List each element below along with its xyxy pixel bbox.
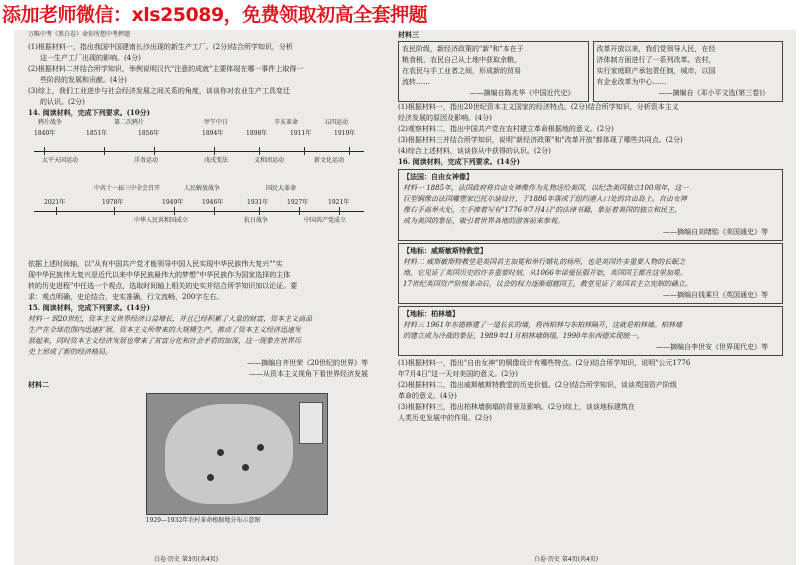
timeline-label: 辛亥革命 (274, 119, 299, 126)
section-tag: 【法国：自由女神像】 (403, 172, 473, 181)
q15-material1: 生产在全球范围内迅速扩展。资本主义所带来的大规模生产，推动了资本主义经济迅速发 (28, 326, 301, 334)
timeline-tick (44, 147, 45, 155)
q16-question: 革命的意义。(4分) (398, 392, 457, 400)
timeline-tick (174, 207, 175, 215)
source-line: ——摘编自刘绪贻《美国通史》等 (663, 228, 768, 236)
q15-material1: 材料一 到20世纪，资本主义世界经济日益增长，并且已经积累了大量的财富，资本主义商品 (28, 315, 313, 323)
q14-text: 现中华民族伟大复兴是近代以来中华民族最伟大的梦想"中华民族作为国家选择的主体 (28, 271, 291, 279)
timeline-year: 2021年 (44, 199, 66, 206)
material-box (398, 306, 783, 356)
q14-text: 转的历史进程"中任选一个观点，选取时间轴上相关的史实并结合所学知识加以论证。要 (28, 282, 298, 290)
m3-line: 实行家庭联产承包责任制，城市，以国 (596, 67, 716, 75)
q16-question: (3)根据材料三，指出柏林墙倒塌的背景及影响。(2分)综上，谈谈地标建筑在 (398, 403, 635, 411)
q13-line: (3)综上，我们工业进步与社会经济发展之间关系的角度，谈谈你对农业生产工具变迁 (28, 87, 290, 95)
timeline-axis (34, 211, 364, 212)
q15-material1: 展起来，同时资本主义经济发展也带来了贫富分化和社会矛盾的加深，这一现象在世界历 (28, 337, 301, 345)
promo-banner: 添加老师微信：xls25089，免费领取初高全套押题 (2, 4, 428, 26)
q14-title: 14. 阅读材料，完成下列要求。(10分) (28, 108, 150, 117)
source-line: ——摘编自陈兆华《中国近代史》 (469, 89, 575, 97)
q14-text: 求：观点明确，史论结合，史实准确，行文流畅，200字左右。 (28, 293, 224, 301)
map-caption: 1929—1932年农村革命根据地分布示意图 (145, 517, 261, 524)
s1-line: 成为美国的象征，吸引着世界各地的游客前来参观。 (403, 217, 564, 225)
timeline-label: 中华人民共和国成立 (134, 217, 189, 224)
timeline-label: 戊戌变法 (204, 157, 229, 164)
timeline-label: 洋务运动 (134, 157, 159, 164)
m3-line: 有企业改革为中心…… (596, 78, 667, 86)
q16-question: 年7月4日"这一天对美国的意义。(2分) (398, 370, 519, 378)
map-marker (257, 444, 264, 451)
q13-line: (2)根据材料二并结合所学知识，举例说明汉代"注意的成就"主要体现在哪一事件上取得一 (28, 65, 304, 73)
material3-right-box (593, 41, 784, 102)
map-legend (299, 402, 323, 444)
timeline-tick (154, 147, 155, 155)
timeline-tick (299, 207, 300, 215)
timeline-tick (114, 207, 115, 215)
q16-question: 人类历史发展中的作用。(2分) (398, 414, 492, 422)
timeline-tick (339, 207, 340, 215)
s1-line: 巨型铜像由法国雕塑家巴托尔迪设计，于1886年落成于纽约港入口处的自由岛上。自由女神 (403, 195, 687, 203)
timeline-tick (56, 207, 57, 215)
m3-line: 粮食税，农民自己从土地中获取余粮， (402, 56, 521, 64)
timeline-label: 甲午中日 (204, 119, 229, 126)
map-marker (217, 449, 224, 456)
material3-label: 材料三 (398, 30, 419, 39)
material3-boxes (398, 41, 783, 102)
timeline-label: 太平天国运动 (42, 157, 79, 164)
section-tag: 【地标：柏林墙】 (403, 309, 459, 318)
timeline-label: 抗日战争 (244, 217, 269, 224)
base-area-map (146, 393, 328, 515)
source-line: ——摘编自齐世荣《20世纪的世界》等 (247, 359, 368, 367)
exam-sheet (14, 30, 796, 565)
q13-line: (1)根据材料一，指出我国中国建南长沙出现的新生产工厂。(2分)结合所学知识，分析 (28, 43, 293, 51)
timeline-label: 鸦片战争 (38, 119, 63, 126)
q16-question: (1)根据材料一，指出"自由女神"的铜像设计有哪些特点。(2分)结合所学知识，说明"公元1776 (398, 359, 691, 367)
timeline-tick (104, 147, 105, 155)
timeline-axis (34, 151, 364, 152)
timeline-label: 五四运动 (324, 119, 349, 126)
timeline-year: 1919年 (334, 130, 356, 137)
q16-question: (2)根据材料二，指出威斯敏斯特教堂的历史价值。(2分)结合所学知识，谈谈英国资产阶级 (398, 381, 677, 389)
timeline-year: 1898年 (246, 130, 268, 137)
timeline-year: 1856年 (138, 130, 160, 137)
timeline-year: 1840年 (34, 130, 56, 137)
map-land (165, 404, 293, 504)
source-line: ——摘编自《邓小平文选(第三卷)》 (658, 89, 769, 97)
q15-material1: 史上形成了新的经济格局。 (28, 348, 112, 356)
section-tag: 【地标：威斯敏斯特教堂】 (403, 246, 487, 255)
m3-line: 济体制方面进行了一系列改革。农村， (596, 56, 716, 64)
timeline-label: 义和团运动 (254, 157, 285, 164)
material-box (398, 169, 783, 241)
m3-line: 改革开放以来，我们党领导人民，在经 (596, 45, 716, 53)
timeline-tick (214, 207, 215, 215)
material3-left-box (398, 41, 589, 102)
timeline-year: 1931年 (247, 199, 269, 206)
map-marker (207, 474, 214, 481)
q15-question: (2)观察材料二，指出中国共产党在农村建立革命根据地的意义。(2分) (398, 125, 614, 133)
s3-line: 材料三 1961年东德修建了一道长长的墙，将西柏林与东柏林隔开，这就是柏林墙。柏林墙 (403, 321, 683, 329)
timeline-tick (259, 147, 260, 155)
map-marker (242, 464, 249, 471)
q15-question: (3)根据材料三并结合所学知识，说明"新经济政策"和"改革开放"都体现了哪些共同点。(2分) (398, 136, 683, 144)
s3-line: 的建立成为冷战的象征，1989年11月柏林墙倒塌，1990年东西德实现统一。 (403, 332, 644, 340)
page-footer: 白卷·历史 第4页(共4页) (534, 556, 599, 563)
right-page (398, 30, 783, 550)
q15-title: 15. 阅读材料，完成下列要求。(14分) (28, 303, 150, 312)
history-timeline (34, 119, 364, 257)
timeline-tick (349, 147, 350, 155)
timeline-label: 人民解放战争 (184, 185, 221, 192)
timeline-tick (304, 147, 305, 155)
source-line: ——摘编自李世安《世界现代史》等 (656, 343, 768, 351)
timeline-year: 1911年 (290, 130, 312, 137)
m3-line: 农民阶级，新经济政策的"新"和"本在于 (402, 45, 524, 53)
timeline-year: 1894年 (202, 130, 224, 137)
source-line: ——摘编自钱乘旦《英国通史》等 (663, 291, 768, 299)
left-page (28, 30, 378, 550)
m3-line: 在农民与手工业者之间，形成新的贸易 (402, 67, 521, 75)
material2-label: 材料二 (28, 380, 49, 389)
s2-line: 地，它见证了英国历史的许多重要时刻，从1066年诺曼征服开始，英国国王都在这里加冕。 (403, 269, 687, 277)
timeline-label: 国民大革命 (266, 185, 297, 192)
s1-line: 像右手高举火炬，左手捧着写有"1776年7月4日"的法律书籍，象征着美国的独立和民主， (403, 206, 682, 214)
source-line: ——从资本主义视角下看世界经济发展 (249, 370, 368, 378)
timeline-year: 1978年 (102, 199, 124, 206)
q15-question: (1)根据材料一，指出20世纪资本主义国家的经济特点。(2分)结合所学知识，分析资本主义 (398, 103, 679, 111)
page-footer: 白卷·历史 第3页(共4页) (154, 556, 219, 563)
timeline-tick (259, 207, 260, 215)
q13-line: 些阶段的发展和贡献。(4分) (40, 76, 127, 84)
s2-line: 17世纪英国资产阶级革命后，议会的权力逐渐超越国王，教堂见证了英国君主立宪制的确立。 (403, 280, 692, 288)
q13-line: 这一生产工厂出现的影响。(4分) (40, 54, 141, 62)
timeline-year: 1921年 (328, 199, 350, 206)
timeline-year: 1946年 (202, 199, 224, 206)
timeline-label: 中共十一届三中全会召开 (94, 185, 161, 192)
q15-question: (4)综合上述材料，谈谈你从中获得的认识。(2分) (398, 147, 551, 155)
timeline-tick (214, 147, 215, 155)
q15-question: 经济发展的原因及影响。(4分) (398, 114, 492, 122)
timeline-year: 1927年 (287, 199, 309, 206)
timeline-label: 新文化运动 (314, 157, 345, 164)
timeline-label: 第二次鸦片 (114, 119, 145, 126)
q16-title: 16. 阅读材料，完成下列要求。(14分) (398, 157, 520, 166)
timeline-label: 中国共产党成立 (304, 217, 347, 224)
s1-line: 材料一 1885年，法国政府将自由女神像作为礼物送给美国，以纪念美国独立100周年，这一 (403, 184, 689, 192)
timeline-year: 1851年 (86, 130, 108, 137)
material-box (398, 243, 783, 304)
page-header: 万唯中考《黑白卷》命你所想中考押题 (28, 31, 131, 38)
q14-text: 依据上述时间轴，以"从有中国共产党才能领导中国人民实现中华民族伟大复兴""实 (28, 260, 283, 268)
q13-line: 的认识。(2分) (40, 98, 85, 106)
m3-line: 流转…… (402, 78, 430, 86)
s2-line: 材料二 威斯敏斯特教堂是英国君主加冕和举行婚礼的场所，也是英国许多重要人物的长眠之 (403, 258, 686, 266)
timeline-year: 1949年 (162, 199, 184, 206)
